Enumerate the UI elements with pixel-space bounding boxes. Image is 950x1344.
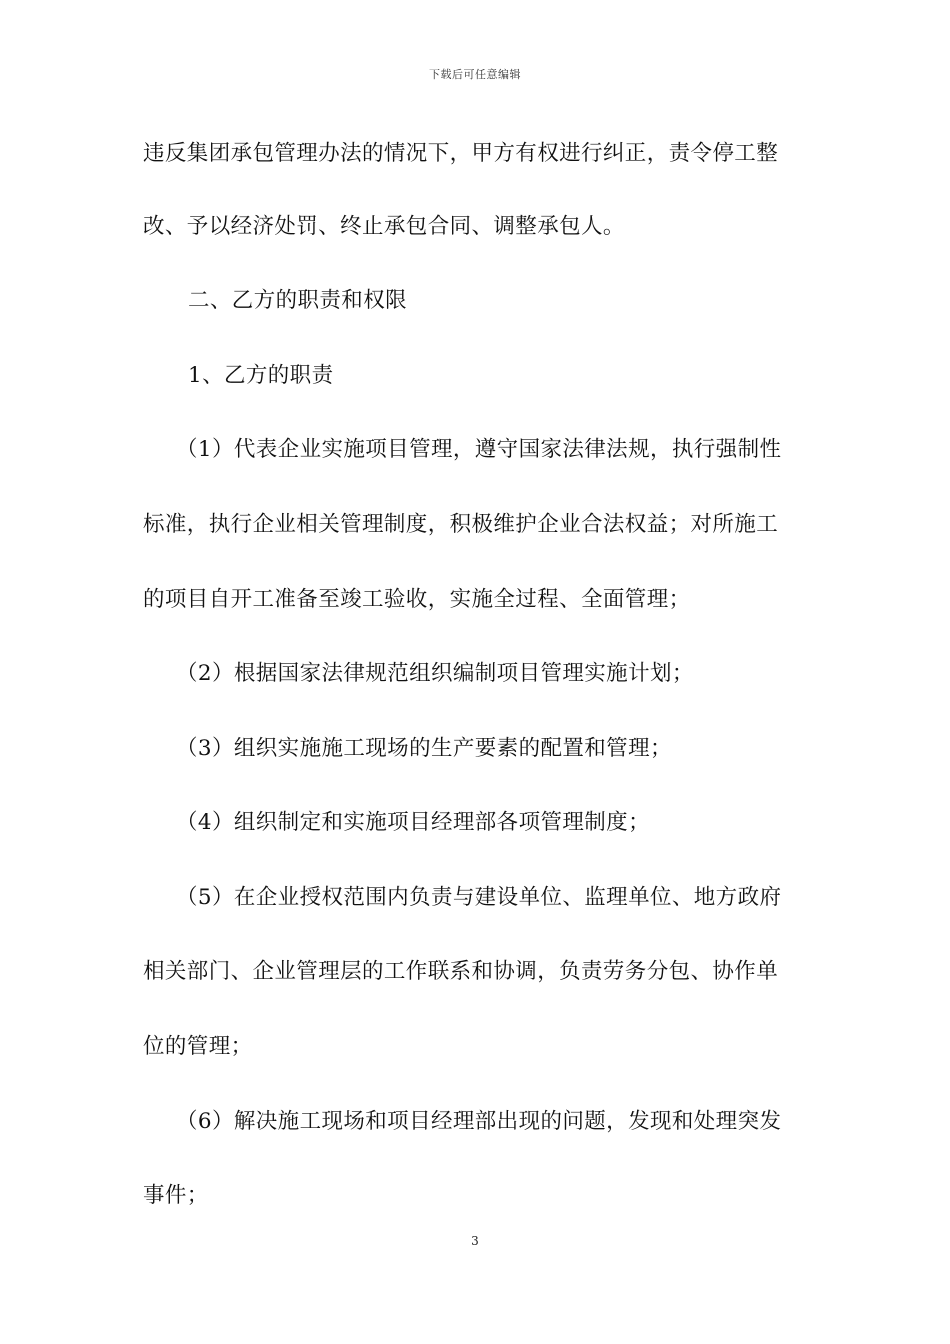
paragraph-line: （6）解决施工现场和项目经理部出现的问题，发现和处理突发 <box>176 1109 782 1134</box>
paragraph-line: 事件； <box>143 1183 209 1208</box>
paragraph-line: （5）在企业授权范围内负责与建设单位、监理单位、地方政府 <box>176 885 782 910</box>
page-number: 3 <box>471 1234 479 1248</box>
subsection-heading: 1、乙方的职责 <box>188 363 334 388</box>
paragraph-line: （4）组织制定和实施项目经理部各项管理制度； <box>176 810 650 835</box>
paragraph-line: 标准，执行企业相关管理制度，积极维护企业合法权益；对所施工 <box>143 512 779 537</box>
paragraph-line: 相关部门、企业管理层的工作联系和协调，负责劳务分包、协作单 <box>143 959 779 984</box>
paragraph-line: 违反集团承包管理办法的情况下，甲方有权进行纠正，责令停工整 <box>143 141 779 166</box>
paragraph-line: 改、予以经济处罚、终止承包合同、调整承包人。 <box>143 214 625 239</box>
paragraph-line: （2）根据国家法律规范组织编制项目管理实施计划； <box>176 661 694 686</box>
paragraph-line: 的项目自开工准备至竣工验收，实施全过程、全面管理； <box>143 587 691 612</box>
section-heading: 二、乙方的职责和权限 <box>188 288 408 313</box>
paragraph-line: （3）组织实施施工现场的生产要素的配置和管理； <box>176 736 672 761</box>
paragraph-line: （1）代表企业实施项目管理，遵守国家法律法规，执行强制性 <box>176 437 782 462</box>
paragraph-line: 位的管理； <box>143 1034 253 1059</box>
page-header-note: 下载后可任意编辑 <box>429 68 521 81</box>
